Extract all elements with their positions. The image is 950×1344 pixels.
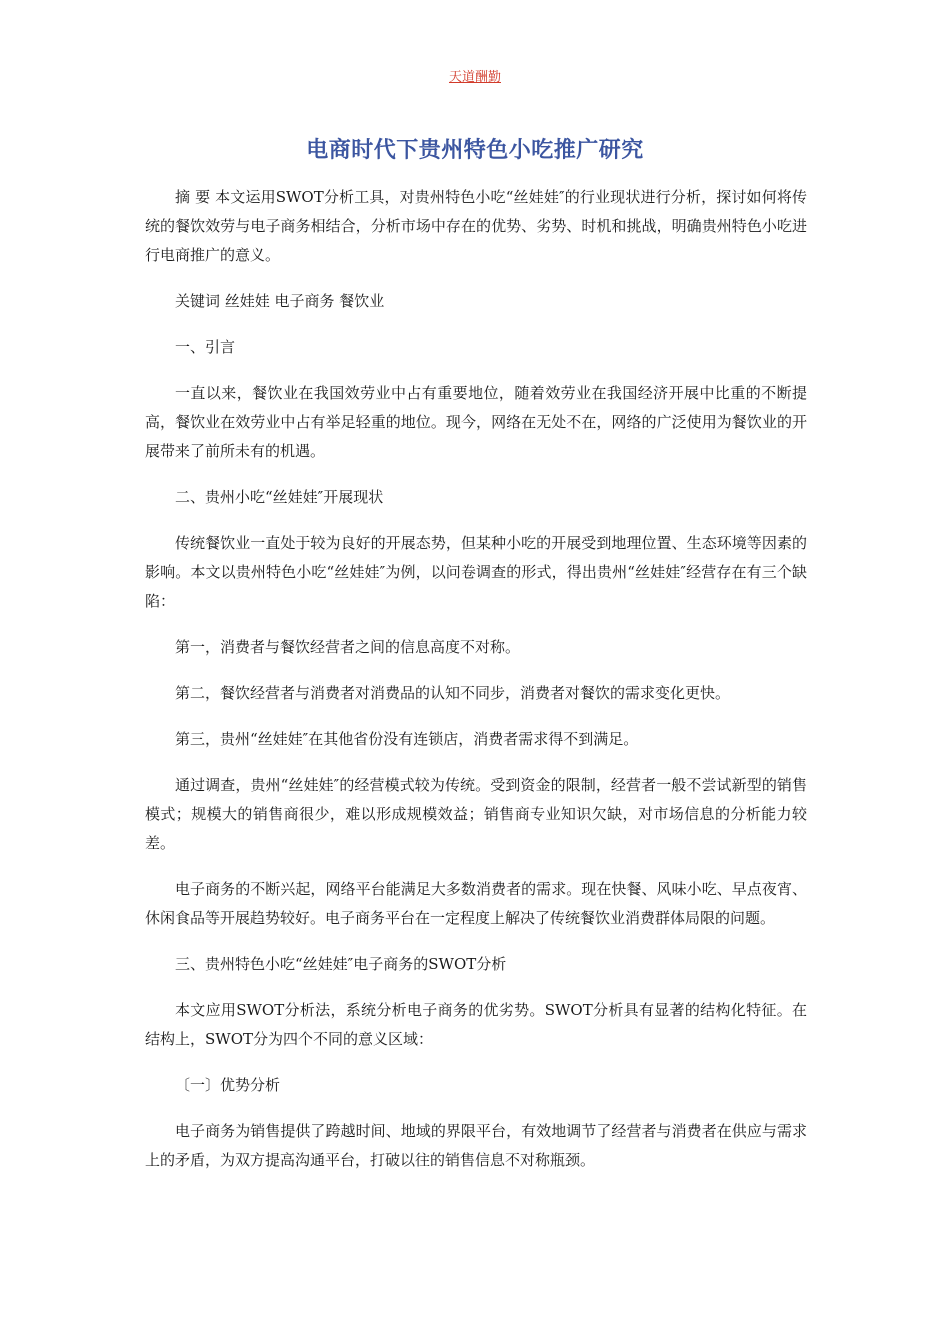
section-heading-swot: 三、贵州特色小吃“丝娃娃″电子商务的SWOT分析 (175, 955, 507, 973)
list-item: 第三，贵州“丝娃娃″在其他省份没有连锁店，消费者需求得不到满足。 (175, 730, 639, 748)
subsection-heading-strengths: 〔一〕优势分析 (175, 1076, 281, 1094)
keywords-paragraph: 关键词 丝娃娃 电子商务 餐饮业 (175, 292, 385, 310)
document-body (145, 183, 807, 1192)
document-title: 电商时代下贵州特色小吃推广研究 (306, 138, 644, 163)
section-heading-status: 二、贵州小吃“丝娃娃″开展现状 (175, 488, 384, 506)
body-paragraph: 传统餐饮业一直处于较为良好的开展态势，但某种小吃的开展受到地理位置、生态环境等因素的影响。本文以贵州特色小吃“丝娃娃″为例，以问卷调查的形式，得出贵州“丝娃娃″经营存在有三个缺陷： (145, 534, 807, 610)
section-heading-introduction: 一、引言 (175, 338, 236, 356)
header-link[interactable]: 天道酬勤 (448, 70, 501, 85)
abstract-paragraph: 摘 要 本文运用SWOT分析工具，对贵州特色小吃“丝娃娃″的行业现状进行分析，探讨如何将传统的餐饮效劳与电子商务相结合，分析市场中存在的优势、劣势、时机和挑战，明确贵州特色小吃进行电商推广的意义。 (145, 188, 807, 264)
body-paragraph: 本文应用SWOT分析法，系统分析电子商务的优劣势。SWOT分析具有显著的结构化特征。在结构上，SWOT分为四个不同的意义区域： (145, 1001, 807, 1048)
body-paragraph: 电子商务为销售提供了跨越时间、地域的界限平台，有效地调节了经营者与消费者在供应与需求上的矛盾，为双方提高沟通平台，打破以往的销售信息不对称瓶颈。 (145, 1122, 807, 1169)
body-paragraph: 电子商务的不断兴起，网络平台能满足大多数消费者的需求。现在快餐、风味小吃、早点夜宵、休闲食品等开展趋势较好。电子商务平台在一定程度上解决了传统餐饮业消费群体局限的问题。 (145, 880, 807, 927)
body-paragraph: 通过调查，贵州“丝娃娃″的经营模式较为传统。受到资金的限制，经营者一般不尝试新型的销售模式；规模大的销售商很少，难以形成规模效益；销售商专业知识欠缺，对市场信息的分析能力较差。 (145, 776, 807, 852)
list-item: 第二，餐饮经营者与消费者对消费品的认知不同步，消费者对餐饮的需求变化更快。 (175, 684, 731, 702)
list-item: 第一，消费者与餐饮经营者之间的信息高度不对称。 (175, 638, 521, 656)
body-paragraph: 一直以来，餐饮业在我国效劳业中占有重要地位，随着效劳业在我国经济开展中比重的不断提高，餐饮业在效劳业中占有举足轻重的地位。现今，网络在无处不在，网络的广泛使用为餐饮业的开展带来了前所未有的机遇。 (145, 384, 807, 460)
